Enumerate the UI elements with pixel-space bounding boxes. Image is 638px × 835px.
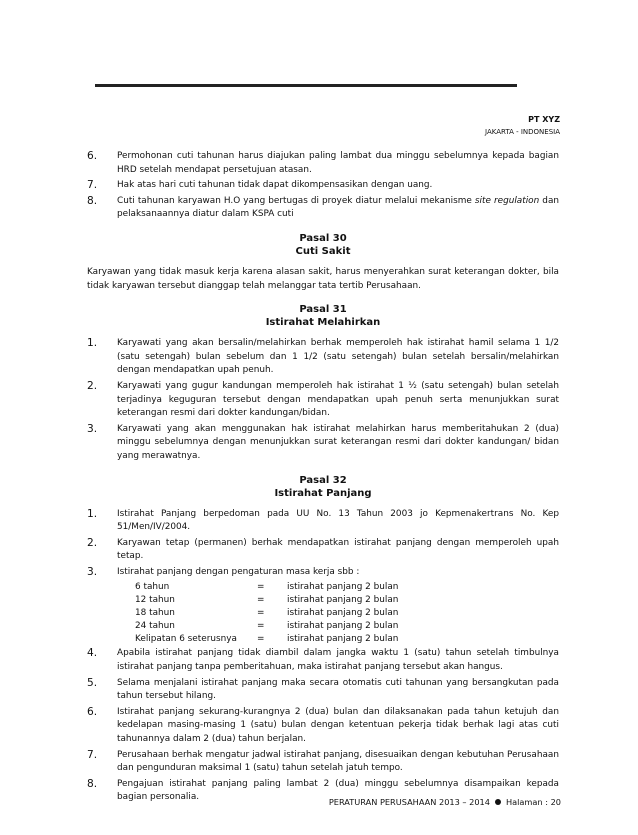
pasal-subtitle: Istirahat Panjang (274, 487, 372, 499)
item-text: Karyawati yang gugur kandungan memperoleh hak istirahat 1 ½ (satu setengah) bulan setelah terjadinya keguguran tersebut dengan mendapatkan upah penuh serta menunjukkan surat keterangan resmi dari dokter kandungan/bidan. (117, 380, 559, 419)
list-item (87, 706, 559, 747)
page-number: Halaman : 20 (505, 797, 561, 807)
item-text: Karyawan tetap (permanen) berhak mendapatkan istirahat panjang dengan memperoleh upah tetap. (117, 537, 559, 562)
item-number: 3. (87, 565, 98, 578)
company-name: PT XYZ (528, 115, 560, 124)
item-text: Apabila istirahat panjang tidak diambil dalam jangka waktu 1 (satu) tahun setelah timbulnya istirahat panjang tanpa pemberitahuan, maka istirahat panjang tersebut akan hangus. (117, 648, 559, 673)
item-number: 2. (87, 379, 98, 392)
schedule-row (135, 607, 559, 620)
item-number: 1. (87, 507, 98, 520)
pasal-subtitle: Istirahat Melahirkan (265, 317, 381, 329)
schedule-equals: = (257, 608, 265, 619)
list-item (87, 749, 559, 776)
schedule-equals: = (257, 620, 265, 631)
item-text: Karyawati yang akan menggunakan hak istirahat melahirkan harus memberitahukan 2 (dua) minggu sebelumnya dengan menunjukkan surat keterangan resmi dari dokter kandungan/ bidan yang merawatnya. (117, 423, 559, 461)
list-item (87, 380, 559, 421)
schedule-period: 6 tahun (135, 582, 170, 593)
item-number: 6. (87, 150, 98, 162)
list-item (87, 179, 559, 193)
schedule-row (135, 620, 559, 633)
schedule-row (135, 581, 559, 594)
schedule-equals: = (257, 633, 265, 644)
item-text: Pengajuan istirahat panjang paling lambat 2 (dua) minggu sebelumnya disampaikan kepada bagian personalia. (117, 778, 559, 803)
item-number: 2. (87, 536, 98, 549)
item-text: Cuti tahunan karyawan H.O yang bertugas di proyek diatur melalui mekanisme (117, 195, 475, 206)
schedule-equals: = (257, 582, 265, 593)
item-text: dan pelaksanaannya diatur dalam KSPA cuti (117, 195, 560, 220)
item-number: 8. (87, 194, 98, 207)
schedule-value: istirahat panjang 2 bulan (287, 582, 399, 593)
schedule-value: istirahat panjang 2 bulan (287, 633, 399, 644)
pasal-title: Pasal 32 (299, 474, 347, 486)
schedule-equals: = (257, 595, 265, 606)
item-text: Istirahat Panjang berpedoman pada UU No. 13 Tahun 2003 jo Kepmenakertrans No. Kep 51/Men/IV/2004. (117, 508, 559, 533)
item-number: 4. (87, 647, 98, 660)
list-item (87, 537, 559, 564)
schedule-row (135, 594, 559, 607)
item-text: Perusahaan berhak mengatur jadwal istirahat panjang, disesuaikan dengan kebutuhan Perusahaan dan pengunduran maksimal 1 (satu) tahun setelah jatuh tempo. (117, 749, 559, 774)
pasal-30-paragraph: Karyawan yang tidak masuk kerja karena alasan sakit, harus menyerahkan surat keterangan dokter, bila tidak karyawan tersebut dianggap telah melanggar tata tertib Perusahaan. (87, 266, 559, 291)
pasal-30-heading (87, 232, 559, 258)
schedule-value: istirahat panjang 2 bulan (287, 595, 399, 606)
company-location: JAKARTA - INDONESIA (485, 128, 560, 136)
item-number: 8. (87, 777, 98, 790)
schedule-table (135, 581, 559, 645)
item-text: Istirahat panjang dengan pengaturan masa kerja sbb : (117, 566, 360, 577)
bullet-icon (495, 799, 501, 805)
document-body (87, 150, 559, 807)
item-number: 7. (87, 748, 98, 761)
schedule-period: 12 tahun (135, 595, 175, 606)
item-text: Permohonan cuti tahunan harus diajukan paling lambat dua minggu sebelumnya kepada bagian HRD setelah mendapat persetujuan atasan. (117, 151, 559, 175)
item-text-italic: site regulation (474, 195, 540, 206)
list-item (87, 566, 559, 580)
item-number: 6. (87, 705, 98, 718)
list-item (87, 677, 559, 704)
item-number: 1. (87, 337, 98, 350)
schedule-row (135, 633, 559, 646)
schedule-value: istirahat panjang 2 bulan (287, 620, 399, 631)
schedule-period: Kelipatan 6 seterusnya (135, 633, 237, 644)
footer-text: PERATURAN PERUSAHAAN 2013 – 2014 (328, 797, 490, 807)
item-text: Istirahat panjang sekurang-kurangnya 2 (dua) bulan dan dilaksanakan pada tahun ketujuh dan kedelapan masing-masing 1 (satu) bulan dengan ketentuan pekerja tidak berhak lagi atas cuti tahunannya dalam 2 (dua) tahun berjalan. (117, 706, 559, 745)
list-item (87, 647, 559, 674)
pasal-31-heading (87, 303, 559, 329)
list-item (87, 150, 559, 177)
pasal-subtitle: Cuti Sakit (295, 245, 351, 257)
schedule-period: 18 tahun (135, 608, 175, 619)
item-number: 3. (87, 422, 98, 435)
pasal-title: Pasal 30 (299, 232, 347, 244)
pasal-32-heading (87, 474, 559, 500)
item-text: Karyawati yang akan bersalin/melahirkan berhak memperoleh hak istirahat hamil selama 1 1/2 (satu setengah) bulan sebelum dan 1 1/2 (satu setengah) bulan setelah bersalin/melahirkan dengan mendapatkan upah penuh. (117, 338, 559, 376)
item-text: Selama menjalani istirahat panjang maka secara otomatis cuti tahunan yang bersangkutan pada tahun tersebut hilang. (117, 677, 559, 702)
item-number: 5. (87, 676, 98, 689)
list-item (87, 195, 559, 222)
pasal-title: Pasal 31 (299, 304, 347, 316)
schedule-value: istirahat panjang 2 bulan (287, 608, 399, 619)
schedule-period: 24 tahun (135, 620, 175, 631)
item-text: Hak atas hari cuti tahunan tidak dapat dikompensasikan dengan uang. (117, 180, 433, 191)
page-footer (329, 797, 561, 807)
list-item (87, 508, 559, 535)
header-rule (95, 84, 517, 87)
list-item (87, 423, 559, 464)
item-number: 7. (87, 179, 98, 192)
list-item (87, 337, 559, 378)
